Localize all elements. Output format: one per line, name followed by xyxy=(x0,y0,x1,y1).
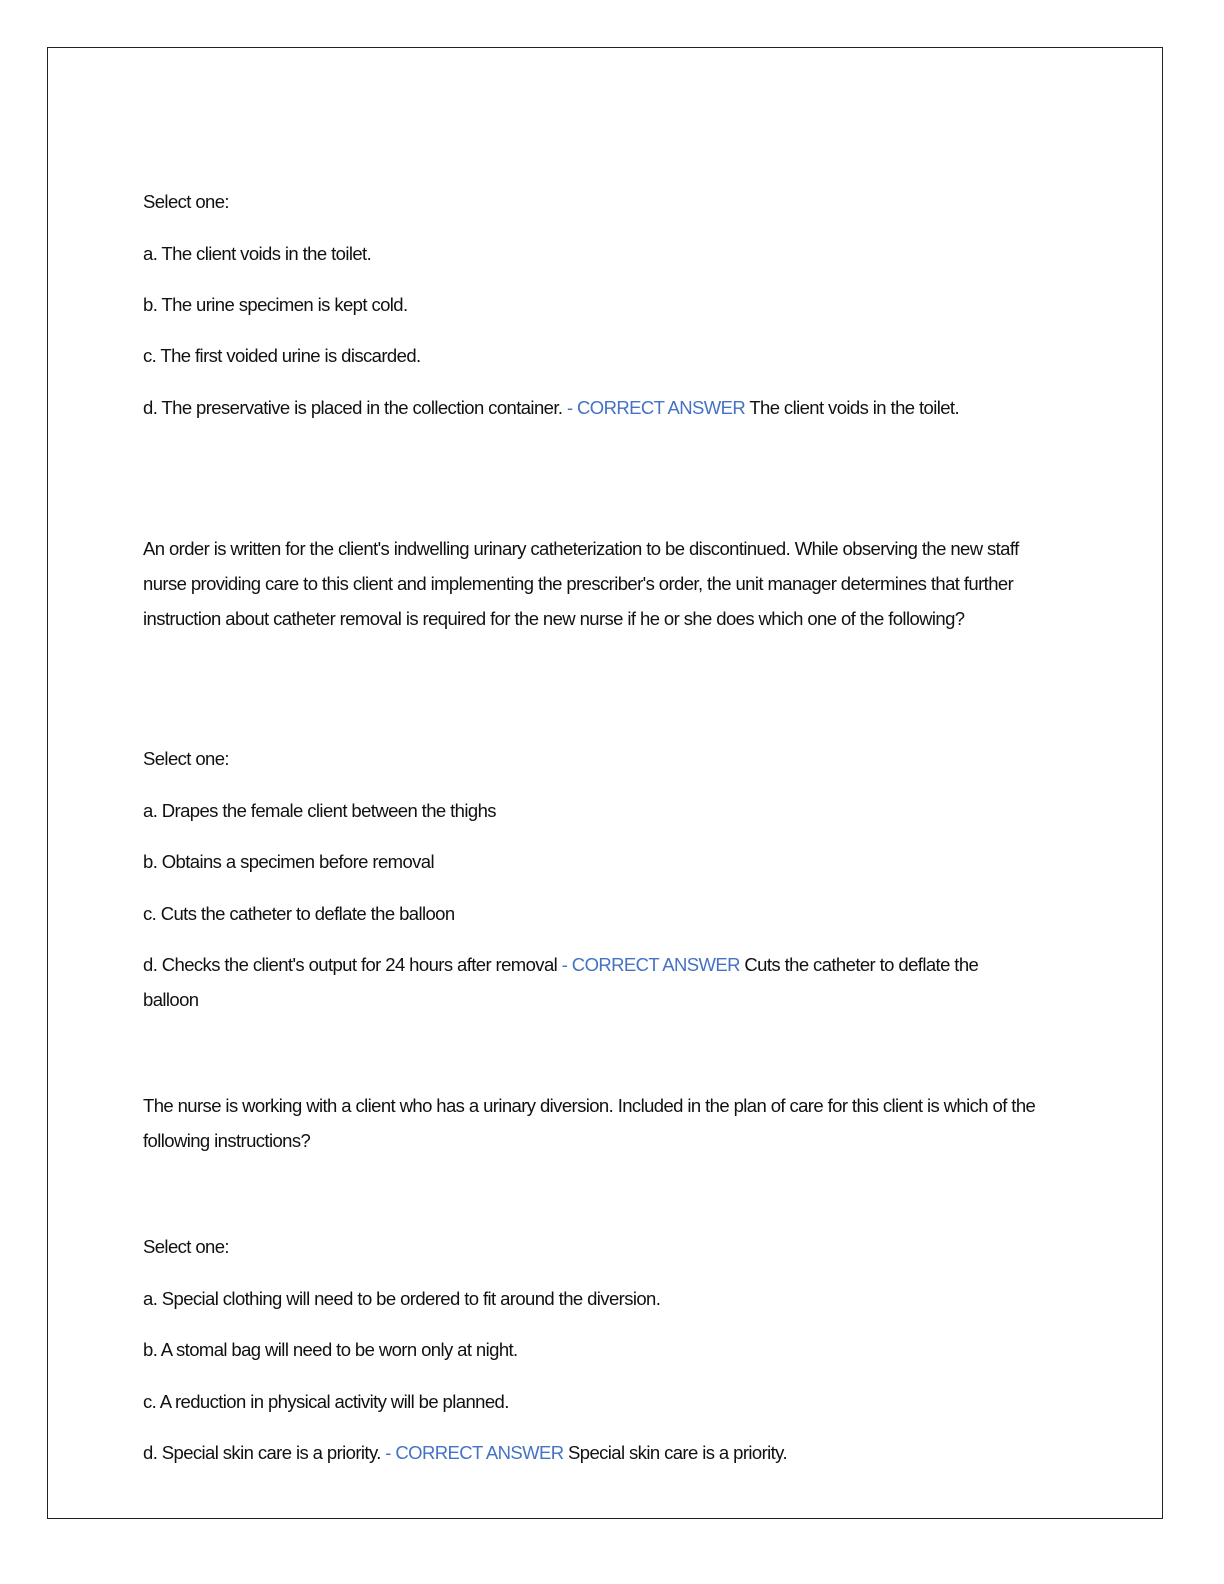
option-a: a. Drapes the female client between the thighs xyxy=(143,800,496,821)
option-c: c. The first voided urine is discarded. xyxy=(143,345,421,366)
question-text: The nurse is working with a client who has a urinary diversion. Included in the plan of care for this client is which of the following instructions? xyxy=(143,1095,1036,1151)
option-b: b. The urine specimen is kept cold. xyxy=(143,294,408,315)
option-d: d. Checks the client's output for 24 hours after removal xyxy=(143,954,558,975)
option-a: a. Special clothing will need to be ordered to fit around the diversion. xyxy=(143,1288,661,1309)
option-b: b. A stomal bag will need to be worn only at night. xyxy=(143,1339,518,1360)
option-d-with-answer xyxy=(143,947,1013,1017)
select-one-label: Select one: xyxy=(143,1236,229,1257)
option-c: c. Cuts the catheter to deflate the balloon xyxy=(143,903,455,924)
select-one-label: Select one: xyxy=(143,191,229,212)
answer-text: Cuts the catheter to deflate the balloon xyxy=(143,954,979,1010)
option-d: d. The preservative is placed in the collection container. xyxy=(143,397,563,418)
select-one-label: Select one: xyxy=(143,748,229,769)
option-d-with-answer xyxy=(143,390,1023,425)
option-c: c. A reduction in physical activity will be planned. xyxy=(143,1391,509,1412)
correct-answer-marker: - CORRECT ANSWER xyxy=(557,954,745,975)
correct-answer-marker: - CORRECT ANSWER xyxy=(562,397,750,418)
option-b: b. Obtains a specimen before removal xyxy=(143,851,435,872)
option-a: a. The client voids in the toilet. xyxy=(143,243,372,264)
correct-answer-marker: - CORRECT ANSWER xyxy=(380,1442,569,1463)
option-d: d. Special skin care is a priority. xyxy=(143,1442,381,1463)
option-d-with-answer xyxy=(143,1435,787,1470)
answer-text: The client voids in the toilet. xyxy=(749,397,959,418)
answer-text: Special skin care is a priority. xyxy=(568,1442,788,1463)
question-text: An order is written for the client's indwelling urinary catheterization to be discontinued. While observing the new staff nurse providing care to this client and implementing the prescriber's order, the unit manager determines that further instruction about catheter removal is required for the new nurse if he or she does which one of the following? xyxy=(143,538,1019,629)
